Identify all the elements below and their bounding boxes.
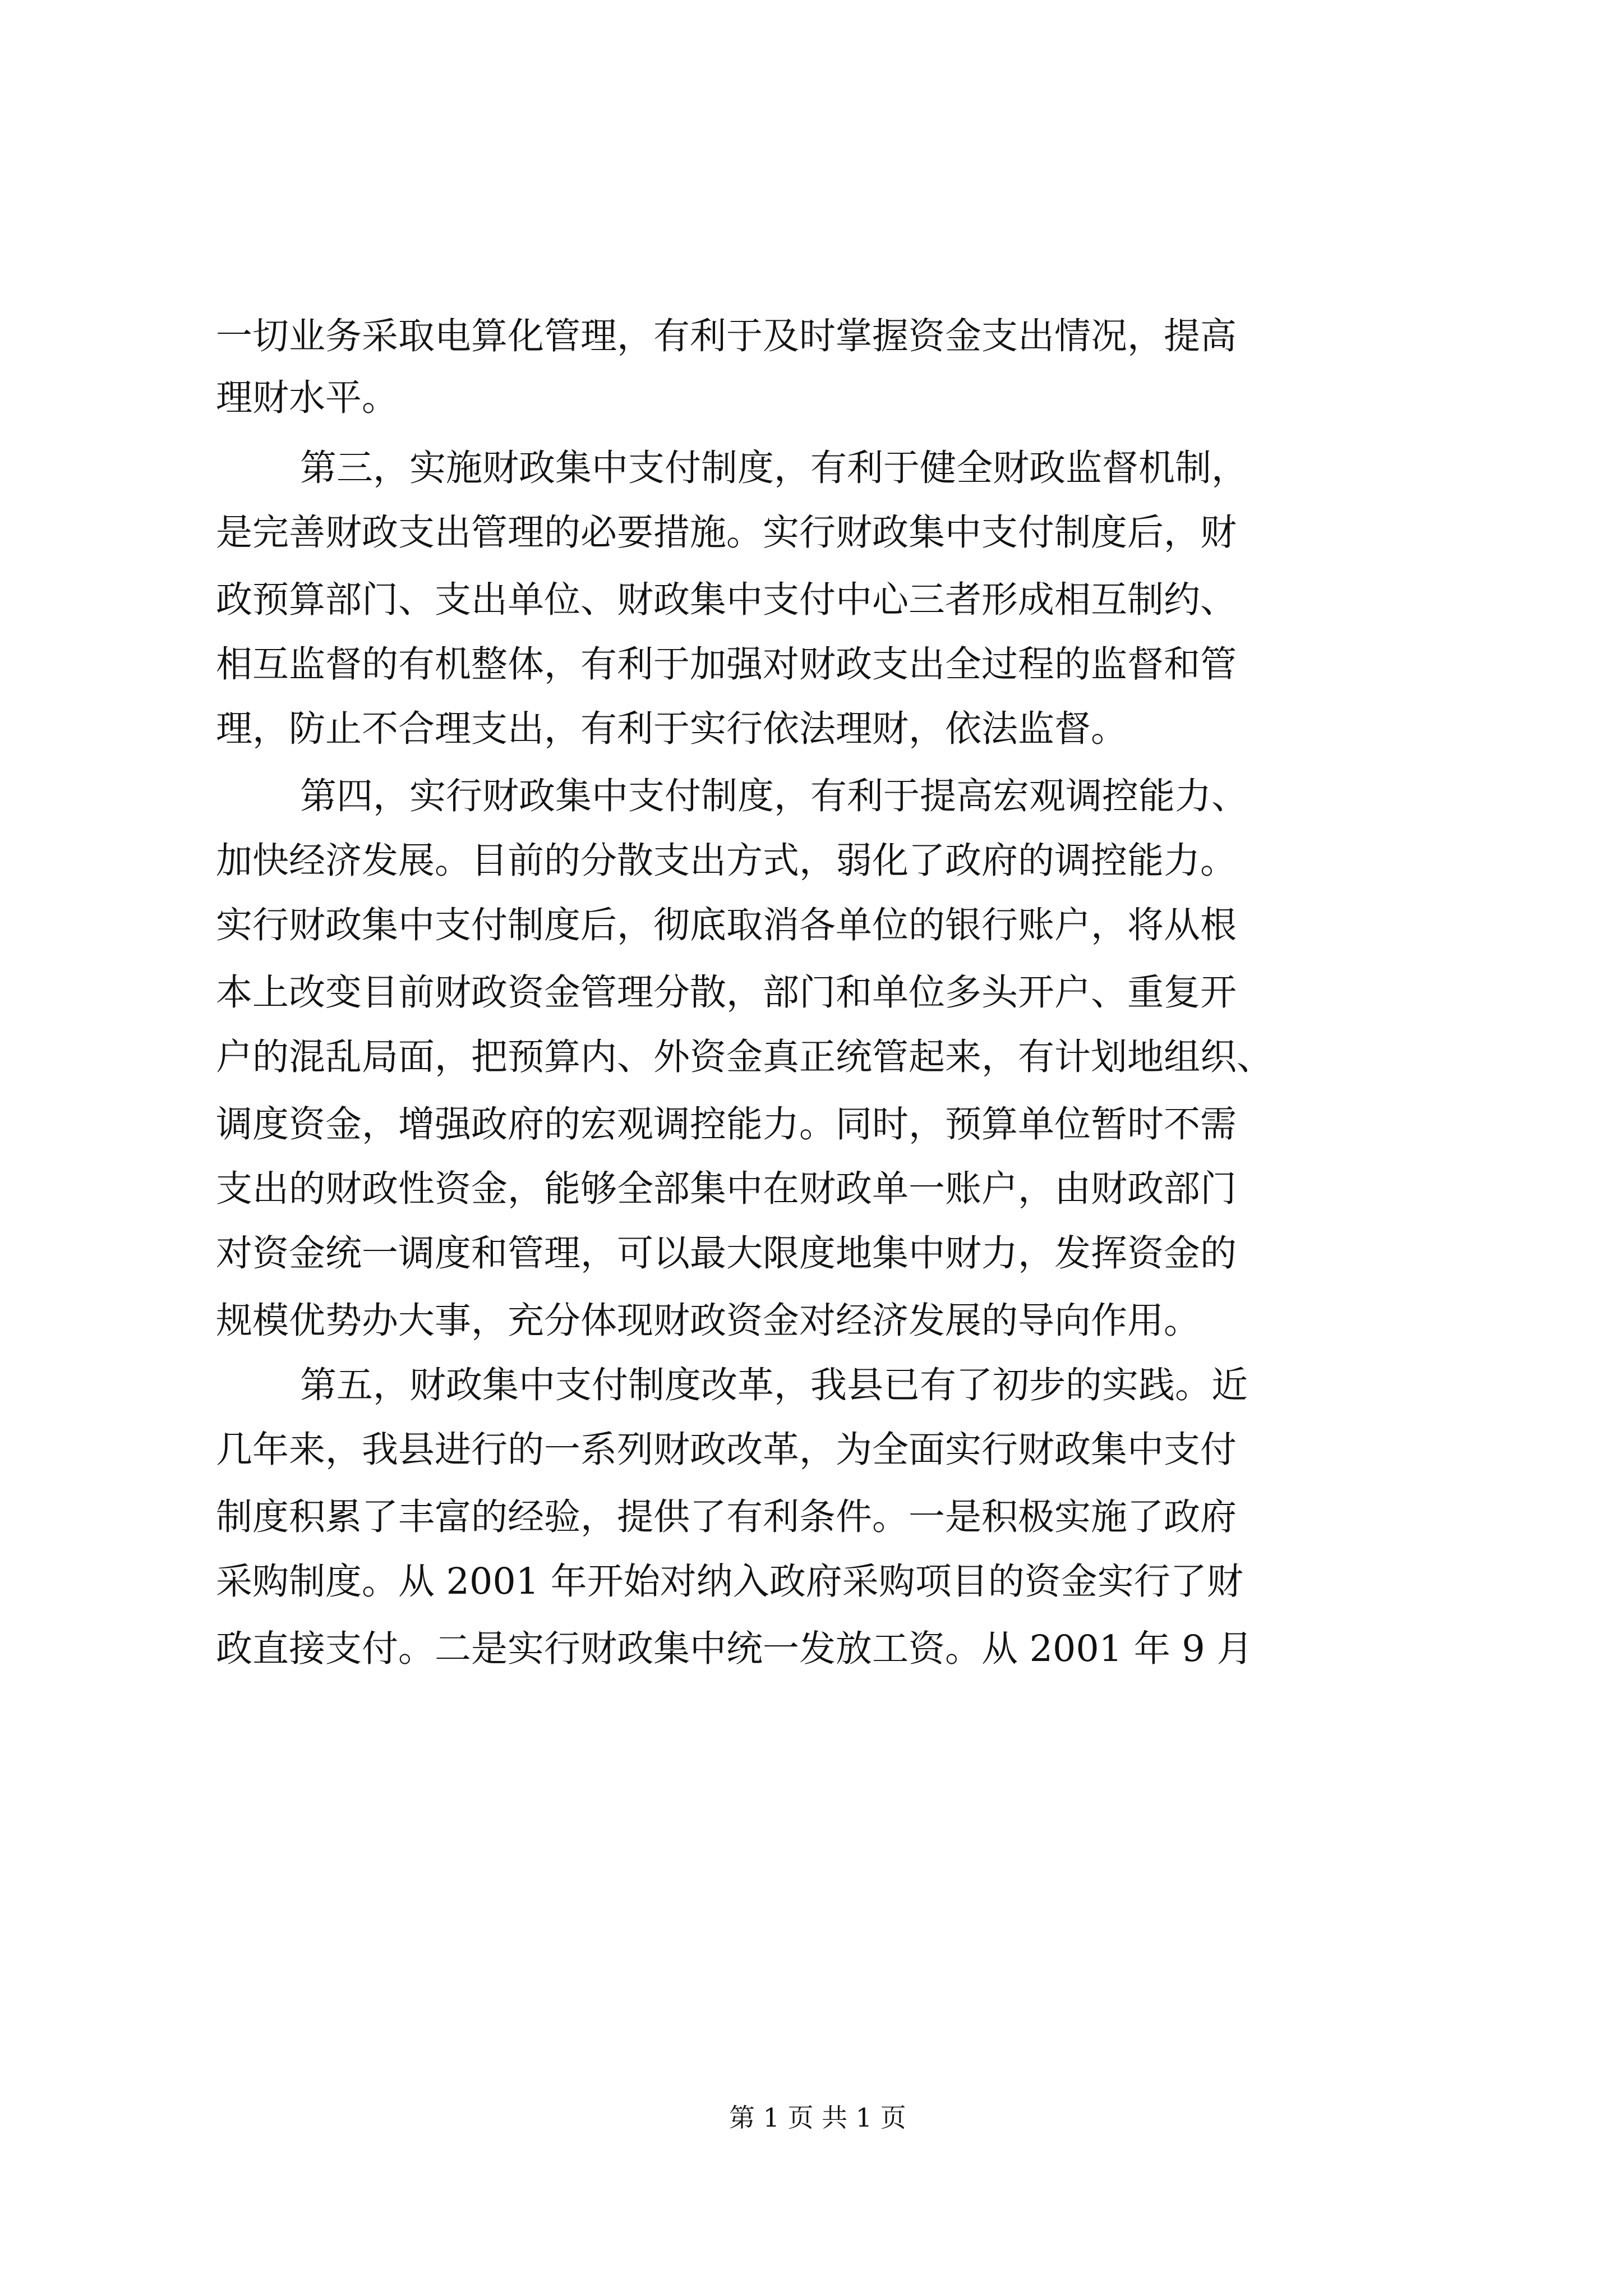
text-line: 规模优势办大事，充分体现财政资金对经济发展的导向作用。 xyxy=(216,1300,1201,1342)
text-line: 一切业务采取电算化管理，有利于及时掌握资金支出情况，提高 xyxy=(216,315,1237,357)
text-line: 支出的财政性资金，能够全部集中在财政单一账户，由财政部门 xyxy=(216,1168,1237,1210)
text-line: 几年来，我县进行的一系列财政改革，为全面实行财政集中支付 xyxy=(216,1429,1237,1471)
text-line: 理财水平。 xyxy=(216,377,399,419)
text-line: 采购制度。从 2001 年开始对纳入政府采购项目的资金实行了财 xyxy=(216,1561,1243,1603)
text-line: 相互监督的有机整体，有利于加强对财政支出全过程的监督和管 xyxy=(216,643,1237,685)
text-line: 第三，实施财政集中支付制度，有利于健全财政监督机制， xyxy=(300,447,1248,489)
page-footer: 第 1 页 共 1 页 xyxy=(729,2102,906,2133)
text-line: 理，防止不合理支出，有利于实行依法理财，依法监督。 xyxy=(216,708,1128,750)
text-line: 制度积累了丰富的经验，提供了有利条件。一是积极实施了政府 xyxy=(216,1496,1237,1538)
text-line: 是完善财政支出管理的必要措施。实行财政集中支付制度后，财 xyxy=(216,512,1237,554)
text-line: 政直接支付。二是实行财政集中统一发放工资。从 2001 年 9 月 xyxy=(216,1628,1253,1670)
text-line: 对资金统一调度和管理，可以最大限度地集中财力，发挥资金的 xyxy=(216,1232,1237,1274)
text-line: 第五，财政集中支付制度改革，我县已有了初步的实践。近 xyxy=(300,1364,1248,1406)
text-line: 第四，实行财政集中支付制度，有利于提高宏观调控能力、 xyxy=(300,775,1248,817)
text-line: 本上改变目前财政资金管理分散，部门和单位多头开户、重复开 xyxy=(216,972,1237,1014)
text-line: 政预算部门、支出单位、财政集中支付中心三者形成相互制约、 xyxy=(216,579,1237,621)
text-line: 调度资金，增强政府的宏观调控能力。同时，预算单位暂时不需 xyxy=(216,1103,1237,1145)
text-line: 户的混乱局面，把预算内、外资金真正统管起来，有计划地组织、 xyxy=(216,1036,1274,1078)
text-line: 加快经济发展。目前的分散支出方式，弱化了政府的调控能力。 xyxy=(216,840,1237,882)
text-line: 实行财政集中支付制度后，彻底取消各单位的银行账户，将从根 xyxy=(216,904,1237,946)
